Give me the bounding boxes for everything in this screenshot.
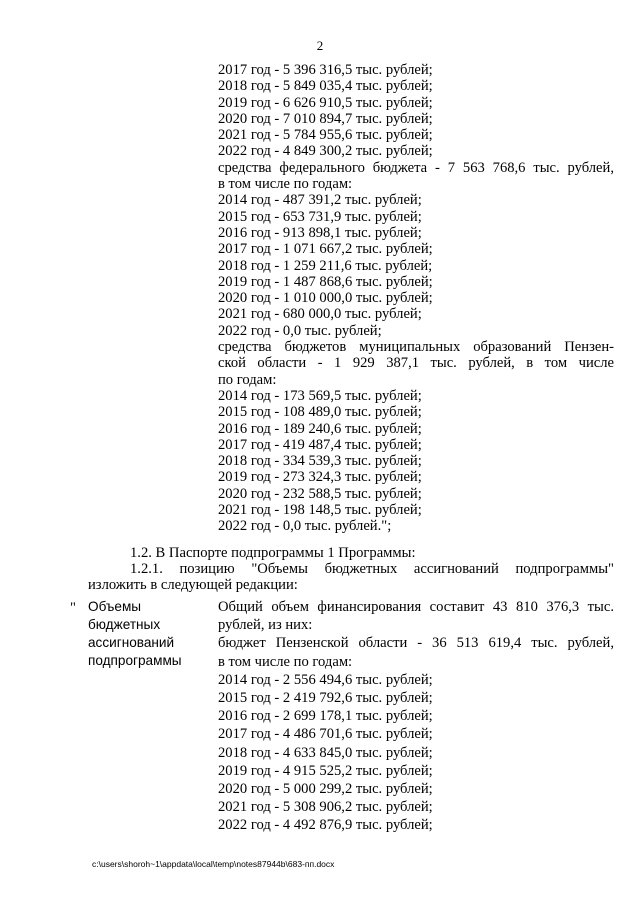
year-line: 2019 год - 1 487 868,6 тыс. рублей; [218,273,433,290]
year-line: 2017 год - 1 071 667,2 тыс. рублей; [218,241,433,258]
regional-budget-line: бюджет Пензенской области - 36 513 619,4 тыс. рублей, [218,635,614,652]
year-line: 2020 год - 7 010 894,7 тыс. рублей; [218,110,433,127]
year-line: 2017 год - 5 396 316,5 тыс. рублей; [218,62,433,78]
year-line: 2021 год - 5 784 955,6 тыс. рублей; [218,127,433,144]
year-line: 2022 год - 4 849 300,2 тыс. рублей; [218,143,433,160]
year-line: 2021 год - 680 000,0 тыс. рублей; [218,306,422,323]
year-line: 2022 год - 0,0 тыс. рублей; [218,322,382,339]
year-line: 2019 год - 273 324,3 тыс. рублей; [218,469,422,486]
year-line: 2018 год - 5 849 035,4 тыс. рублей; [218,78,433,95]
year-line: 2015 год - 108 489,0 тыс. рублей; [218,404,422,421]
section-1-2-1-line-1: 1.2.1. позицию "Объемы бюджетных ассигнований подпрограммы" [130,561,614,577]
year-line: 2015 год - 2 419 792,6 тыс. рублей; [218,690,433,707]
year-line: 2020 год - 5 000 299,2 тыс. рублей; [218,781,433,798]
year-line: 2019 год - 6 626 910,5 тыс. рублей; [218,94,433,111]
year-line: 2022 год - 4 492 876,9 тыс. рублей; [218,817,433,834]
left-label-line: бюджетных [88,617,161,632]
section-1-2-1-line-2: изложить в следующей редакции: [88,577,298,593]
year-line: 2017 год - 419 487,4 тыс. рублей; [218,436,422,453]
federal-budget-line: средства федерального бюджета - 7 563 768,6 тыс. рублей, [218,159,614,176]
funding-block-1 [218,62,614,535]
federal-budget-line-2: в том числе по годам: [218,176,353,193]
regional-budget-line-2: в том числе по годам: [218,653,353,670]
year-line: 2016 год - 189 240,6 тыс. рублей; [218,420,422,437]
year-line: 2014 год - 487 391,2 тыс. рублей; [218,192,422,209]
year-line: 2019 год - 4 915 525,2 тыс. рублей; [218,762,433,779]
total-funding-line: Общий объем финансирования составит 43 810 376,3 тыс. [218,599,614,615]
municipal-budget-line-3: по годам: [218,371,277,388]
footer-file-path: c:\users\shoroh~1\appdata\local\temp\notes87944b\683-пп.docx [92,859,335,869]
year-line: 2018 год - 334 539,3 тыс. рублей; [218,453,422,470]
left-label [88,598,208,670]
opening-quote-mark: " [70,600,76,616]
municipal-budget-line-2: ской области - 1 929 387,1 тыс. рублей, в том числе [218,355,614,372]
year-line: 2021 год - 198 148,5 тыс. рублей; [218,502,422,519]
total-funding-line-2: рублей, из них: [218,617,313,634]
year-line: 2015 год - 653 731,9 тыс. рублей; [218,208,422,225]
year-line: 2022 год - 0,0 тыс. рублей."; [218,518,392,535]
left-label-line: подпрограммы [88,653,182,668]
year-line: 2020 год - 232 588,5 тыс. рублей; [218,485,422,502]
municipal-budget-line: средства бюджетов муниципальных образований Пензен- [218,339,614,356]
year-line: 2016 год - 913 898,1 тыс. рублей; [218,224,422,241]
year-line: 2021 год - 5 308 906,2 тыс. рублей; [218,799,433,816]
section-1-2-heading: 1.2. В Паспорте подпрограммы 1 Программы: [130,545,416,561]
year-line: 2014 год - 2 556 494,6 тыс. рублей; [218,671,433,688]
funding-block-2 [218,598,614,835]
year-line: 2016 год - 2 699 178,1 тыс. рублей; [218,708,433,725]
year-line: 2014 год - 173 569,5 тыс. рублей; [218,387,422,404]
page-number: 2 [316,38,324,53]
year-line: 2018 год - 1 259 211,6 тыс. рублей; [218,257,433,274]
year-line: 2020 год - 1 010 000,0 тыс. рублей; [218,290,433,307]
year-line: 2017 год - 4 486 701,6 тыс. рублей; [218,726,433,743]
left-label-line: ассигнований [88,635,175,650]
left-label-line: Объемы [88,599,142,614]
year-line: 2018 год - 4 633 845,0 тыс. рублей; [218,744,433,761]
